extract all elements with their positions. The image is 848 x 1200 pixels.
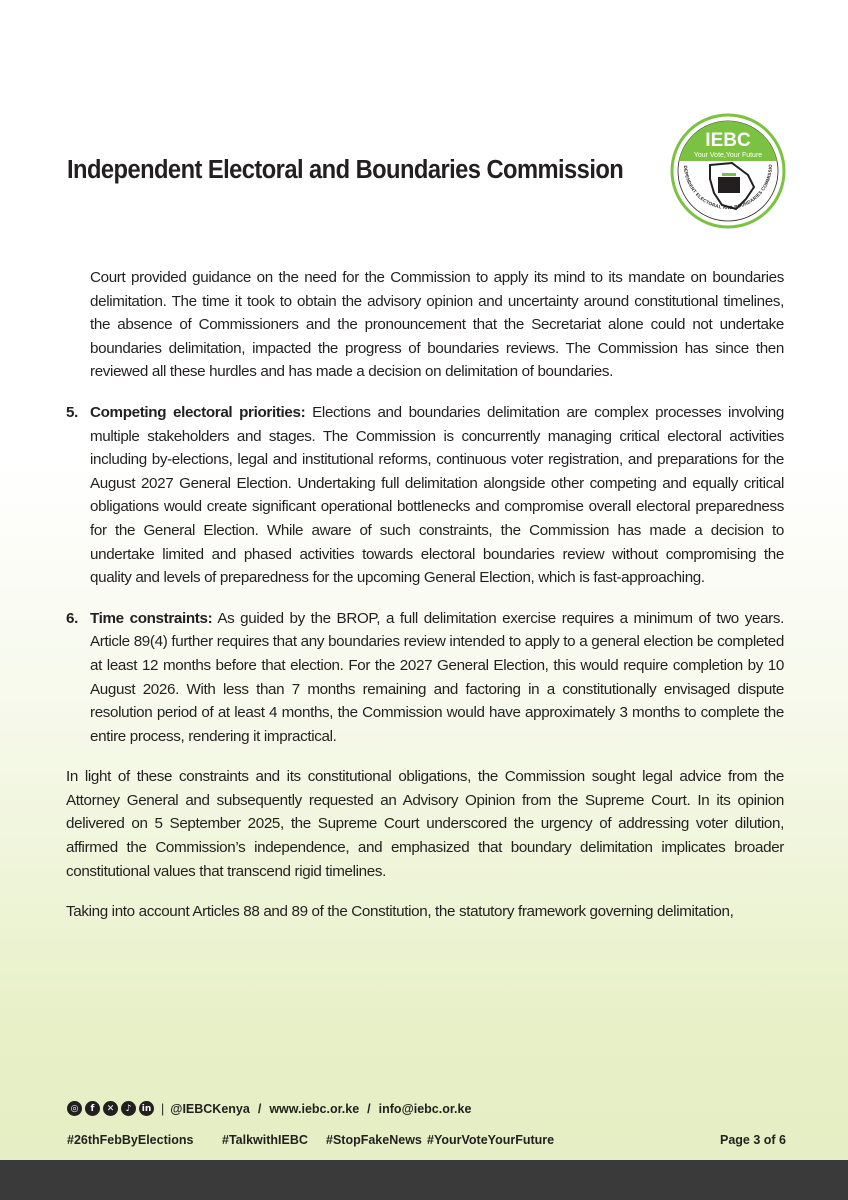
hashtag: #26thFebByElections	[67, 1133, 194, 1147]
list-text: Elections and boundaries delimitation are complex processes involving multiple stakeholders and stages. The Commission is concurrently managing critical electoral activities including by-elections, legal and institutional reforms, continuous voter registration, and preparations for the August 2027 General Election. Undertaking full delimitation alongside other competing and equally critical obligations would create significant operational bottlenecks and compromise overall electoral preparedness for the General Election. While aware of such constraints, the Commission has made a decision to undertake limited and phased activities towards electoral boundaries review without compromising the quality and levels of preparedness for the upcoming General Election, which is fast-approaching.	[90, 403, 785, 587]
bottom-bar	[0, 1160, 848, 1200]
list-heading: Time constraints:	[90, 609, 213, 627]
logo-ring-text: DEPENDENT ELECTORAL AND BOUNDARIES COMMISSIO	[682, 164, 774, 211]
page-number: Page 3 of 6	[720, 1133, 786, 1147]
email-link[interactable]: info@iebc.or.ke	[378, 1101, 472, 1116]
list-item	[66, 401, 784, 590]
logo-acronym: IEBC	[705, 130, 751, 151]
list-number: 5.	[66, 403, 78, 421]
facebook-icon[interactable]: f	[85, 1101, 100, 1116]
social-handle[interactable]: @IEBCKenya	[170, 1101, 250, 1116]
body-content	[66, 266, 784, 924]
body-paragraph: In light of these constraints and its constitutional obligations, the Commission sought legal advice from the Attorney General and subsequently requested an Advisory Opinion from the Supreme Court. In its opinion delivered on 5 September 2025, the Supreme Court underscored the urgency of addressing voter dilution, affirmed the Commission’s independence, and emphasized that boundary delimitation implicates broader constitutional values that transcend rigid timelines.	[66, 768, 784, 880]
linkedin-icon[interactable]: in	[139, 1101, 154, 1116]
instagram-icon[interactable]: ◎	[67, 1101, 82, 1116]
iebc-logo	[670, 113, 786, 229]
tiktok-icon[interactable]: ♪	[121, 1101, 136, 1116]
hashtag: #YourVoteYourFuture	[427, 1133, 555, 1147]
list-heading: Competing electoral priorities:	[90, 403, 306, 421]
footer-slash: /	[367, 1101, 371, 1116]
page-title: Independent Electoral and Boundaries Commission	[67, 156, 624, 184]
hashtag: #StopFakeNews	[326, 1133, 422, 1147]
footer-contact	[67, 1101, 471, 1116]
list-text: As guided by the BROP, a full delimitation exercise requires a minimum of two years. Article 89(4) further requires that any boundaries review intended to apply to a general election be completed at least 12 months before that election. For the 2027 General Election, this would require completion by 10 August 2026. With less than 7 months remaining and factoring in a constitutionally envisaged dispute resolution period of at least 4 months, the Commission would have approximately 3 months to complete the entire process, rendering it impractical.	[90, 609, 784, 745]
logo-tagline: Your Vote,Your Future	[693, 152, 763, 159]
x-icon[interactable]: ✕	[103, 1101, 118, 1116]
footer-slash: /	[257, 1101, 262, 1116]
list-item	[66, 607, 784, 749]
body-paragraph: Taking into account Articles 88 and 89 of the Constitution, the statutory framework governing delimitation,	[66, 903, 734, 921]
website-link[interactable]: www.iebc.or.ke	[269, 1101, 360, 1116]
hashtag: #TalkwithIEBC	[222, 1133, 308, 1147]
footer-separator: |	[161, 1101, 165, 1116]
list-number: 6.	[66, 609, 78, 627]
continuation-paragraph: Court provided guidance on the need for the Commission to apply its mind to its mandate on boundaries delimitation. The time it took to obtain the advisory opinion and uncertainty around constitutional timelines, the absence of Commissioners and the pronouncement that the Secretariat alone could not undertake boundaries delimitation, impacted the progress of boundaries reviews. The Commission has since then reviewed all these hurdles and has made a decision on delimitation of boundaries.	[90, 269, 784, 381]
